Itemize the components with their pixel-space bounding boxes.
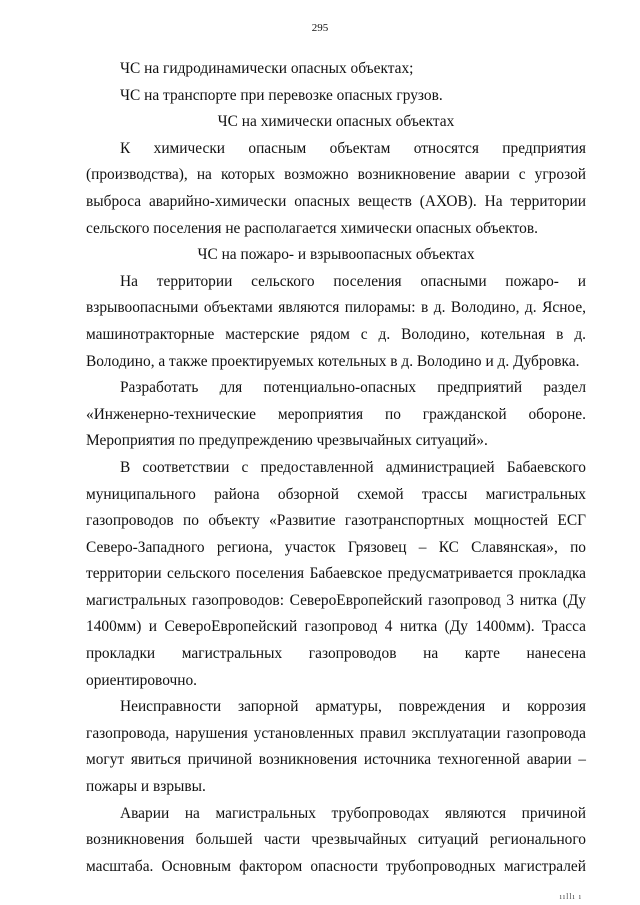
section-heading-fire: ЧС на пожаро- и взрывоопасных объектах: [197, 246, 475, 264]
footer-mark: ııllı ı: [559, 892, 582, 901]
paragraph-gas-pipelines: В соответствии с предоставленной администрацией Бабаевского муниципального района обзорной схемой трассы магистральных газопроводов по объекту «Развитие газотранспортных мощностей ЕСГ Северо-Западного региона, участок Грязовец – КС Славянская», по территории сельского поселения Бабаевское предусматривается прокладка магистральных газопроводов: СевероЕвропейский газопровод 3 нитка (Ду 1400мм) и СевероЕвропейский газопровод 4 нитка (Ду 1400мм). Трасса прокладки магистральных газопроводов на карте нанесена ориентировочно.: [86, 458, 586, 689]
list-item-hydrodynamic: ЧС на гидродинамически опасных объектах;: [120, 60, 414, 77]
page-number: 295: [311, 22, 329, 34]
paragraph-fire: На территории сельского поселения опасными пожаро- и взрывоопасными объектами являются пилорамы: в д. Володино, д. Ясное, машинотракторные мастерские рядом с д. Володино, котельная в д. Володино, а также проектируемых котельных в д. Володино и д. Дубровка.: [86, 272, 586, 370]
document-body: [86, 56, 586, 880]
paragraph-develop: Разработать для потенциально-опасных предприятий раздел «Инженерно-технические мероприятия по гражданской обороне. Мероприятия по предупреждению чрезвычайных ситуаций».: [86, 379, 586, 450]
list-item-transport: ЧС на транспорте при перевозке опасных грузов.: [120, 86, 443, 104]
paragraph-accidents: Аварии на магистральных трубопроводах являются причиной возникновения большей части чрезвычайных ситуаций регионального масштаба. Основным фактором опасности трубопроводных магистралей: [86, 804, 586, 875]
paragraph-chemical: К химически опасным объектам относятся предприятия (производства), на которых возможно возникновение аварии с угрозой выброса аварийно-химически опасных веществ (АХОВ). На территории сельского поселения не располагается химически опасных объектов.: [86, 139, 586, 237]
paragraph-faults: Неисправности запорной арматуры, повреждения и коррозия газопровода, нарушения установленных правил эксплуатации газопровода могут явиться причиной возникновения источника техногенной аварии – пожары и взрывы.: [86, 698, 586, 796]
section-heading-chemical: ЧС на химически опасных объектах: [217, 113, 455, 131]
